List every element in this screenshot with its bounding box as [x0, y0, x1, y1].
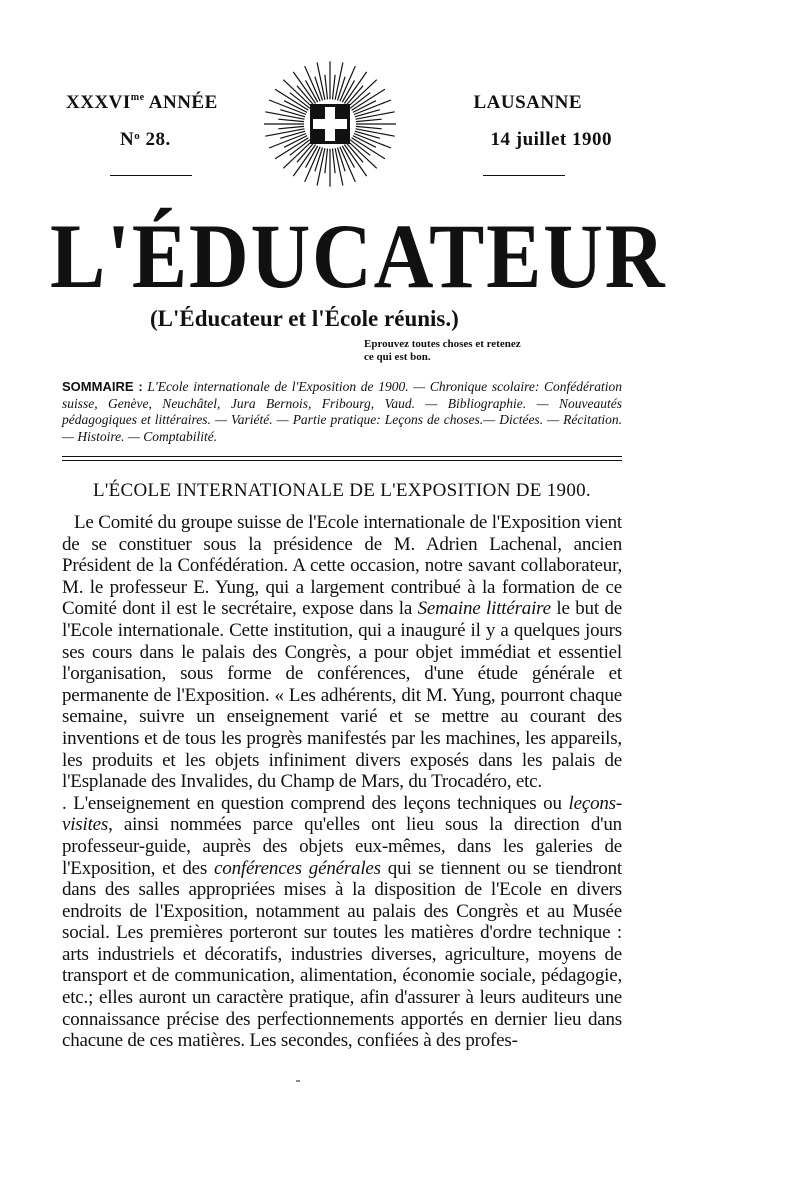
issue-number: $N^o$ 28.	[120, 129, 171, 150]
motto-line: Eprouvez toutes choses et retenez	[364, 338, 521, 350]
sunburst-ray	[333, 149, 336, 174]
section-divider	[62, 456, 622, 461]
summary-item: Leçons de choses.— Dictées. — Récitation. — Histoire. — Comptabilité.	[62, 412, 622, 444]
journal-title: L'ÉDUCATEUR	[50, 205, 667, 307]
summary-label: SOMMAIRE :	[62, 379, 143, 394]
article-paragraph: . L'enseignement en question comprend des leçons techniques ou leçons-visites, ainsi nommées parce qu'elles ont lieu sous la direction d'un professeur-guide, auprès des objets eux-mêmes, dans les galeries de l'Exposition, et des conférences générales qui se tiennent ou se tiendront dans des salles appropriées mises à la disposition de l'Ecole en divers endroits de l'Exposition, notamment au palais des Congrès et au Musée social. Les premières porteront sur toutes les matières d'ordre technique : arts industriels et décoratifs, industries diverses, agriculture, moyens de transport et de communication, alimentation, économie sociale, pédagogie, etc.; elles auront un caractère pratique, afin d'assurer à leurs auditeurs une connaissance précise des perfectionnements apportés en dernier lieu dans chacune de ces matières. Les secondes, confiées à des profes-	[62, 792, 622, 1052]
article-body	[62, 512, 622, 1052]
summary-item: Partie pratique:	[292, 412, 381, 427]
article-paragraph: Le Comité du groupe suisse de l'Ecole internationale de l'Exposition vient de se constituer sous la présidence de M. Adrien Lachenal, ancien Président de la Confédération. A cette occasion, notre savant collaborateur, M. le professeur E. Yung, qui a largement contribué à la formation de ce Comité dont il est le secrétaire, expose dans la Semaine littéraire le but de l'Ecole internationale. Cette institution, qui a inauguré il y a quelques jours ses cours dans le palais des Congrès, a pour objet immédiat et essentiel l'organisation, sous forme de conférences, d'une étude générale et permanente de l'Exposition. « Les adhérents, dit M. Yung, pourront chaque semaine, suivre un enseignement varié et se mettre au courant des inventions et de tous les progrès manifestés par les machines, les appareils, les produits et les objets infiniment divers exposés dans les palais de l'Esplanade des Invalides, du Champ de Mars, du Trocadéro, etc.	[62, 512, 622, 793]
summary-item: Confédération suisse, Genève, Neuchâtel, Jura Bernois, Fribourg, Vaud. — Bibliographie. — Nouveautés pédagogiques et littéraires. — Variété. —	[62, 379, 622, 427]
journal-subtitle: (L'Éducateur et l'École réunis.)	[150, 306, 459, 331]
masthead-left-rule	[110, 175, 192, 176]
sunburst-ray	[333, 75, 336, 100]
sunburst-ray	[278, 126, 304, 128]
motto	[364, 338, 604, 364]
masthead-right-rule	[483, 175, 565, 176]
sunburst-ray	[325, 149, 328, 174]
summary-item: Chronique scolaire:	[429, 379, 540, 394]
masthead-right	[432, 92, 612, 151]
print-speck	[296, 1080, 300, 1082]
sunburst-ray	[356, 119, 382, 121]
masthead-left	[66, 92, 236, 151]
sunburst-ray	[278, 119, 304, 121]
sunburst-ray	[356, 126, 382, 128]
motto-line: ce qui est bon.	[364, 351, 431, 363]
table-of-contents	[62, 379, 622, 445]
city: LAUSANNE	[473, 92, 582, 113]
article-heading: L'ÉCOLE INTERNATIONALE DE L'EXPOSITION DE 1900.	[93, 480, 591, 501]
summary-item: L'Ecole internationale de l'Exposition de 1900. —	[147, 379, 430, 394]
swiss-cross-sunburst-icon	[255, 57, 405, 197]
sunburst-ray	[325, 75, 328, 100]
issue-date: 14 juillet 1900	[490, 129, 612, 150]
volume-line: $XXXVI^{me}$ ANNÉE	[66, 92, 218, 113]
